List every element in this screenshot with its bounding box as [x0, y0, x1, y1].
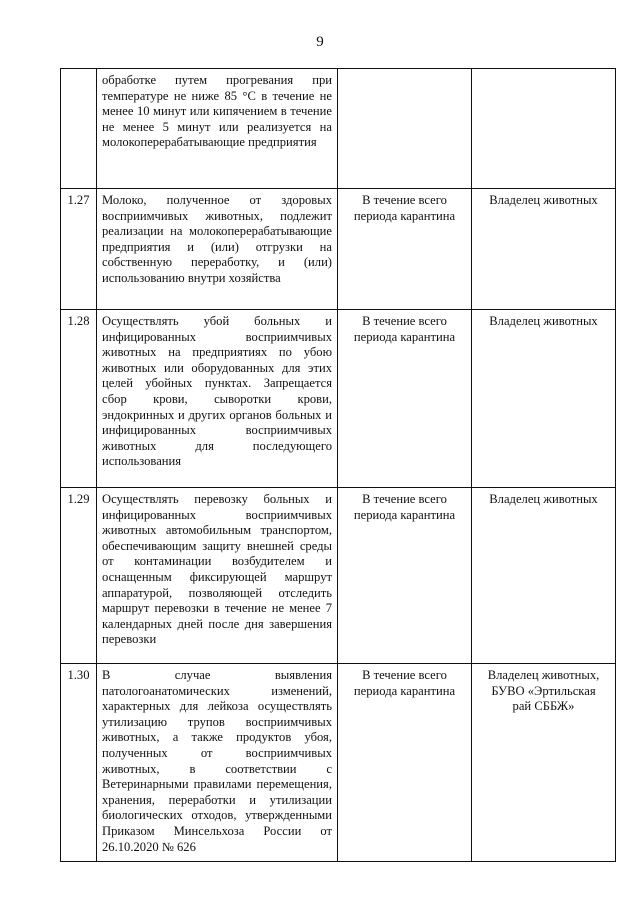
row-number: 1.29 [61, 488, 97, 664]
measure-deadline: В течение всего периода карантина [338, 664, 472, 862]
measure-responsible: Владелец животных, БУВО «Эртильская рай СББЖ» [472, 664, 616, 862]
measure-text: обработке путем прогревания при температуре не ниже 85 °С в течение не менее 10 минут или кипячением в течение не менее 5 минут или реализуется на молокоперерабатывающие предприятия [97, 69, 338, 189]
row-number: 1.28 [61, 310, 97, 488]
measure-text: Осуществлять убой больных и инфицированных восприимчивых животных на предприятиях по убою животных или оборудованных для этих целей убойных пунктах. Запрещается сбор крови, сыворотки крови, эндокринных и других органов больных и инфицированных восприимчивых животных для последующего использования [97, 310, 338, 488]
table-row [61, 189, 616, 310]
measure-responsible: Владелец животных [472, 488, 616, 664]
row-number: 1.30 [61, 664, 97, 862]
measure-deadline: В течение всего периода карантина [338, 488, 472, 664]
table-row [61, 69, 616, 189]
measure-responsible: Владелец животных [472, 189, 616, 310]
measures-table [60, 68, 616, 862]
measure-text: Осуществлять перевозку больных и инфицированных восприимчивых животных автомобильным транспортом, обеспечивающим защиту внешней среды от контаминации возбудителем и оснащенным фиксирующей маршрут аппаратурой, позволяющей отследить маршрут перевозки в течение не менее 7 календарных дней после дня завершения перевозки [97, 488, 338, 664]
measure-responsible [472, 69, 616, 189]
table-row [61, 310, 616, 488]
measure-text: Молоко, полученное от здоровых восприимчивых животных, подлежит реализации на молокоперерабатывающие предприятия и (или) отгрузки на собственную переработку, и (или) использованию внутри хозяйства [97, 189, 338, 310]
measure-deadline: В течение всего периода карантина [338, 189, 472, 310]
row-number [61, 69, 97, 189]
measure-deadline [338, 69, 472, 189]
measure-deadline: В течение всего периода карантина [338, 310, 472, 488]
table-row [61, 664, 616, 862]
measure-responsible: Владелец животных [472, 310, 616, 488]
page-number: 9 [316, 34, 324, 50]
row-number: 1.27 [61, 189, 97, 310]
table-row [61, 488, 616, 664]
measure-text: В случае выявления патологоанатомических изменений, характерных для лейкоза осуществлять утилизацию трупов восприимчивых животных, а также продуктов убоя, полученных от восприимчивых животных, в соответствии с Ветеринарными правилами перемещения, хранения, переработки и утилизации биологических отходов, утвержденными Приказом Минсельхоза России от 26.10.2020 № 626 [97, 664, 338, 862]
